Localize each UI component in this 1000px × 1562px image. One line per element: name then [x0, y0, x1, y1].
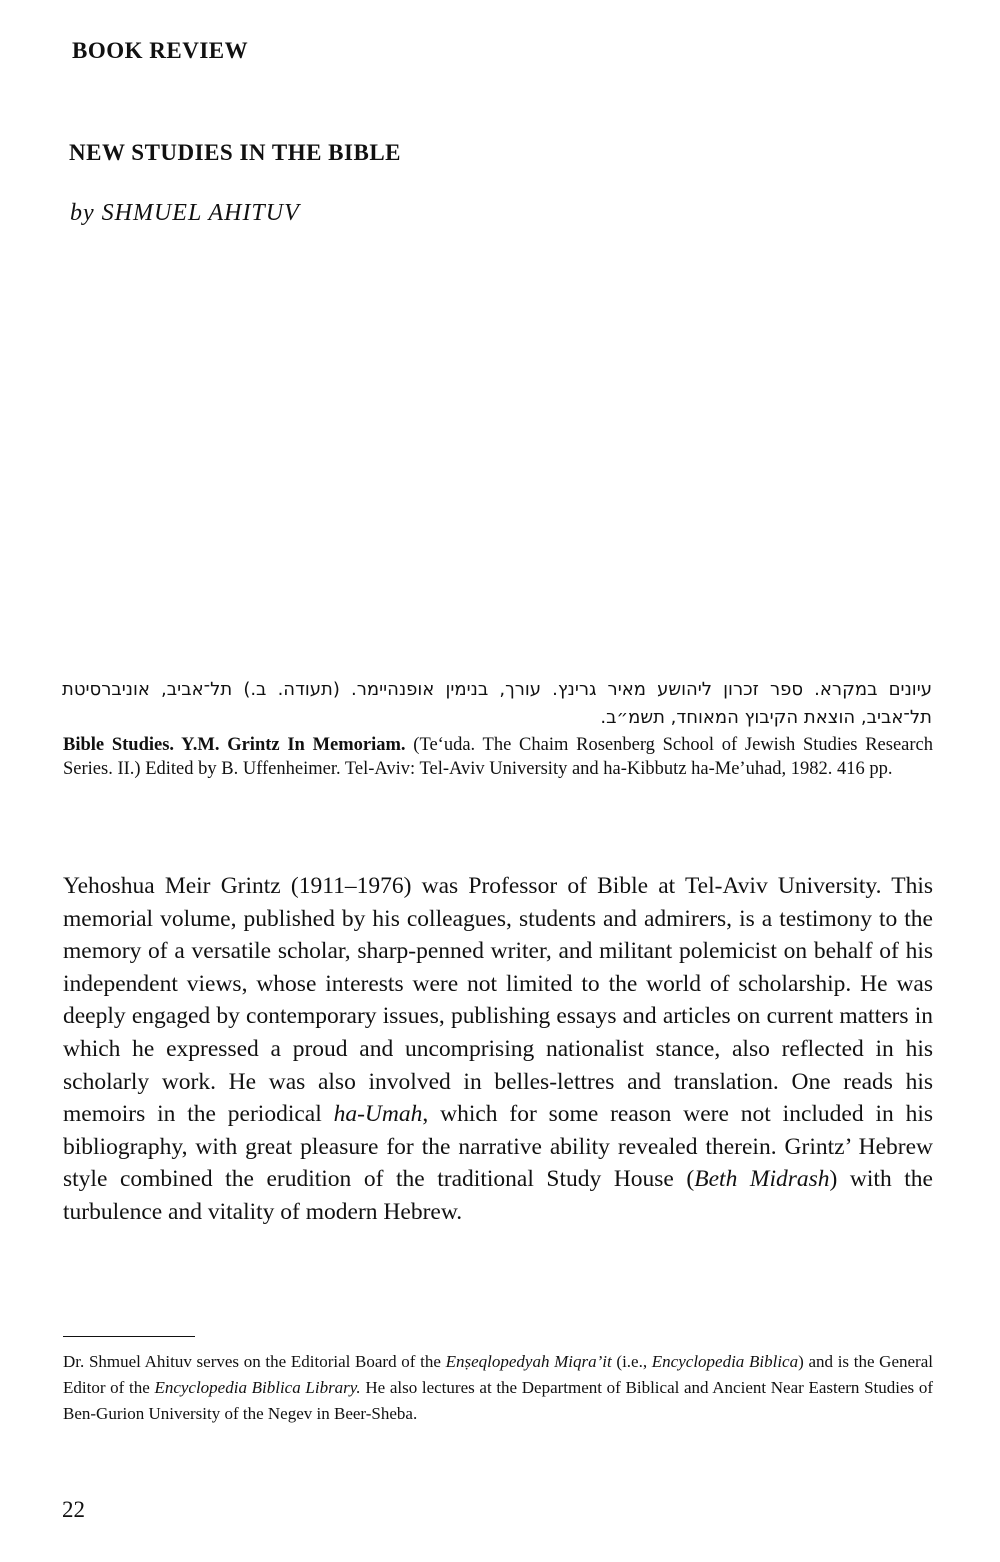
footnote-text-2: (i.e.,	[611, 1352, 652, 1371]
book-citation	[63, 733, 933, 781]
footnote-italic-1: Enṣeqlopedyah Miqra’it	[445, 1352, 612, 1371]
paragraph-text-2: , which for some reason were not included in his bibliography, with great pleasure for the narrative ability revealed therein. Grintz’ Hebrew style combined the erudition of the traditional Study House (	[63, 1101, 933, 1193]
author-byline: by SHMUEL AHITUV	[70, 200, 300, 226]
paragraph-text-3: ) with the turbulence and vitality of modern Hebrew.	[63, 1166, 933, 1225]
footnote-italic-2: Encyclopedia Biblica	[651, 1352, 799, 1371]
article-title: NEW STUDIES IN THE BIBLE	[69, 140, 402, 165]
hebrew-citation-line-2: תל־אביב, הוצאת הקיבוץ המאוחד, תשמ״ב.	[600, 707, 932, 728]
footnote-text-3: ) and is the General Editor of the	[63, 1352, 933, 1397]
hebrew-citation-line-1: עיונים במקרא. ספר זכרון ליהושע מאיר גרינץ. עורך, בנימין אופנהיימר. (תעודה. ב.) תל־אביב, אוניברסיטת	[62, 679, 932, 700]
footnote-text-1: Dr. Shmuel Ahituv serves on the Editorial Board of the	[63, 1352, 446, 1371]
citation-details: (Te‘uda. The Chaim Rosenberg School of Jewish Studies Research Series. II.) Edited by B. Uffenheimer. Tel-Aviv: Tel-Aviv University and ha-Kibbutz ha-Me’uhad, 1982. 416 pp.	[63, 735, 934, 779]
section-label: BOOK REVIEW	[72, 38, 249, 63]
beth-midrash-term: Beth Midrash	[694, 1166, 830, 1193]
footnote-divider	[63, 1336, 195, 1337]
paragraph-text-1: Yehoshua Meir Grintz (1911–1976) was Professor of Bible at Tel-Aviv University. This memorial volume, published by his colleagues, students and admirers, is a testimony to the memory of a versatile scholar, sharp-penned writer, and militant polemicist on behalf of his independent views, whose interests were not limited to the world of scholarship. He was deeply engaged by contemporary issues, publishing essays and articles on current matters in which he expressed a proud and uncomprising nationalist stance, also reflected in his scholarly work. He was also involved in belles-lettres and translation. One reads his memoirs in the periodical	[63, 873, 933, 1128]
footnote-text-4: He also lectures at the Department of Biblical and Ancient Near Eastern Studies of Ben-Gurion University of the Negev in Beer-Sheba.	[63, 1378, 933, 1423]
review-paragraph	[63, 870, 933, 1229]
periodical-title: ha-Umah	[333, 1101, 423, 1128]
footnote-italic-3: Encyclopedia Biblica Library.	[154, 1378, 361, 1397]
citation-book-title: Bible Studies. Y.M. Grintz In Memoriam.	[63, 735, 406, 755]
author-footnote	[63, 1349, 933, 1427]
page-number: 22	[62, 1497, 85, 1522]
